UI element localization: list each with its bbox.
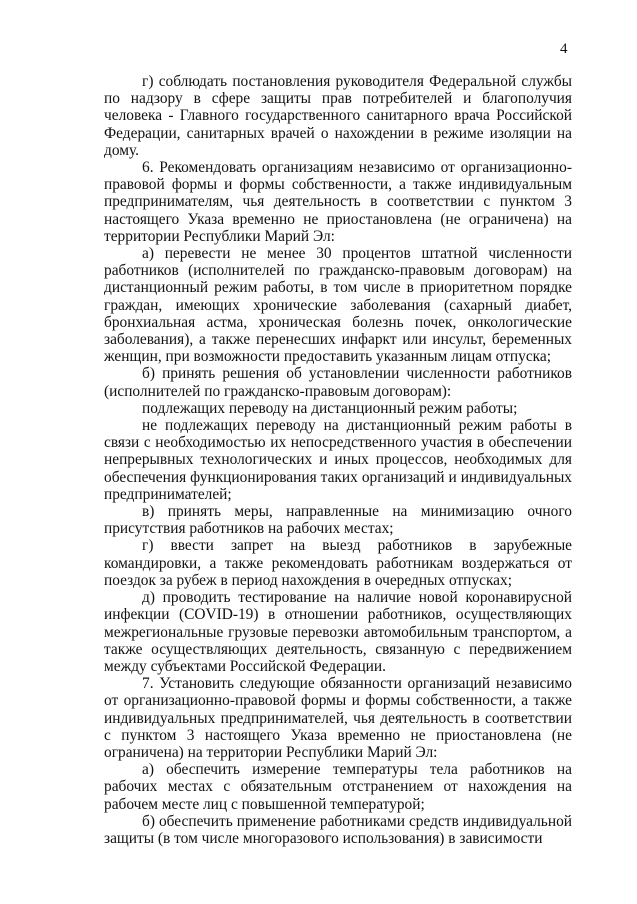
paragraph-6b-not-remote: не подлежащих переводу на дистанционный режим работы в связи с необходимостью их непосредственного участия в обеспечении непрерывных технологических и иных процессов, необходимых для обеспечения функционирования таких организаций и индивидуальных предпринимателей; (104, 417, 572, 503)
paragraph-6g-travel-ban: г) ввести запрет на выезд работников в зарубежные командировки, а также рекомендовать работникам воздержаться от поездок за рубеж в период нахождения в очередных отпусках; (104, 537, 572, 589)
paragraph-6b-remote-subject: подлежащих переводу на дистанционный режим работы; (142, 399, 518, 417)
paragraph-4g-comply-rospotrebnadzor: г) соблюдать постановления руководителя Федеральной службы по надзору в сфере защиты прав потребителей и благополучия человека - Главного государственного санитарного врача Российской Федерации, санитарных врачей о нахождении в режиме изоляции на дому. (104, 73, 572, 159)
paragraph-7a-temperature: а) обеспечить измерение температуры тела работников на рабочих местах с обязательным отстранением от нахождения на рабочем месте лиц с повышенной температурой; (104, 761, 572, 813)
paragraph-6d-covid-testing: д) проводить тестирование на наличие новой коронавирусной инфекции (COVID-19) в отношении работников, осуществляющих межрегиональные грузовые перевозки автомобильным транспортом, а также осуществляющих деятельность, связанную с передвижением между субъектами Российской Федерации. (104, 589, 572, 675)
paragraph-6a-remote-work: а) перевести не менее 30 процентов штатной численности работников (исполнителей по гражданско-правовым договорам) на дистанционный режим работы, в том числе в приоритетном порядке граждан, имеющих хронические заболевания (сахарный диабет, бронхиальная астма, хроническая болезнь почек, онкологические заболевания), а также перенесших инфаркт или инсульт, беременных женщин, при возможности предоставить указанным лицам отпуска; (104, 245, 572, 366)
paragraph-6v-minimize-presence: в) принять меры, направленные на минимизацию очного присутствия работников на рабочих местах; (104, 503, 572, 538)
paragraph-7-obligations: 7. Установить следующие обязанности организаций независимо от организационно-правовой формы и формы собственности, а также индивидуальных предпринимателей, чья деятельность в соответствии с пунктом 3 настоящего Указа временно не приостановлена (не ограничена) на территории Республики Марий Эл: (104, 675, 572, 761)
document-body (104, 73, 572, 847)
page-number: 4 (560, 41, 568, 57)
paragraph-6b-headcount-decisions: б) принять решения об установлении численности работников (исполнителей по гражданско-правовым договорам): (104, 365, 572, 400)
paragraph-6-recommend-organizations: 6. Рекомендовать организациям независимо от организационно-правовой формы и формы собственности, а также индивидуальным предпринимателям, чья деятельность в соответствии с пунктом 3 настоящего Указа временно не приостановлена (не ограничена) на территории Республики Марий Эл: (104, 159, 572, 245)
paragraph-7b-ppe: б) обеспечить применение работниками средств индивидуальной защиты (в том числе многоразового использования) в зависимости (104, 812, 572, 847)
